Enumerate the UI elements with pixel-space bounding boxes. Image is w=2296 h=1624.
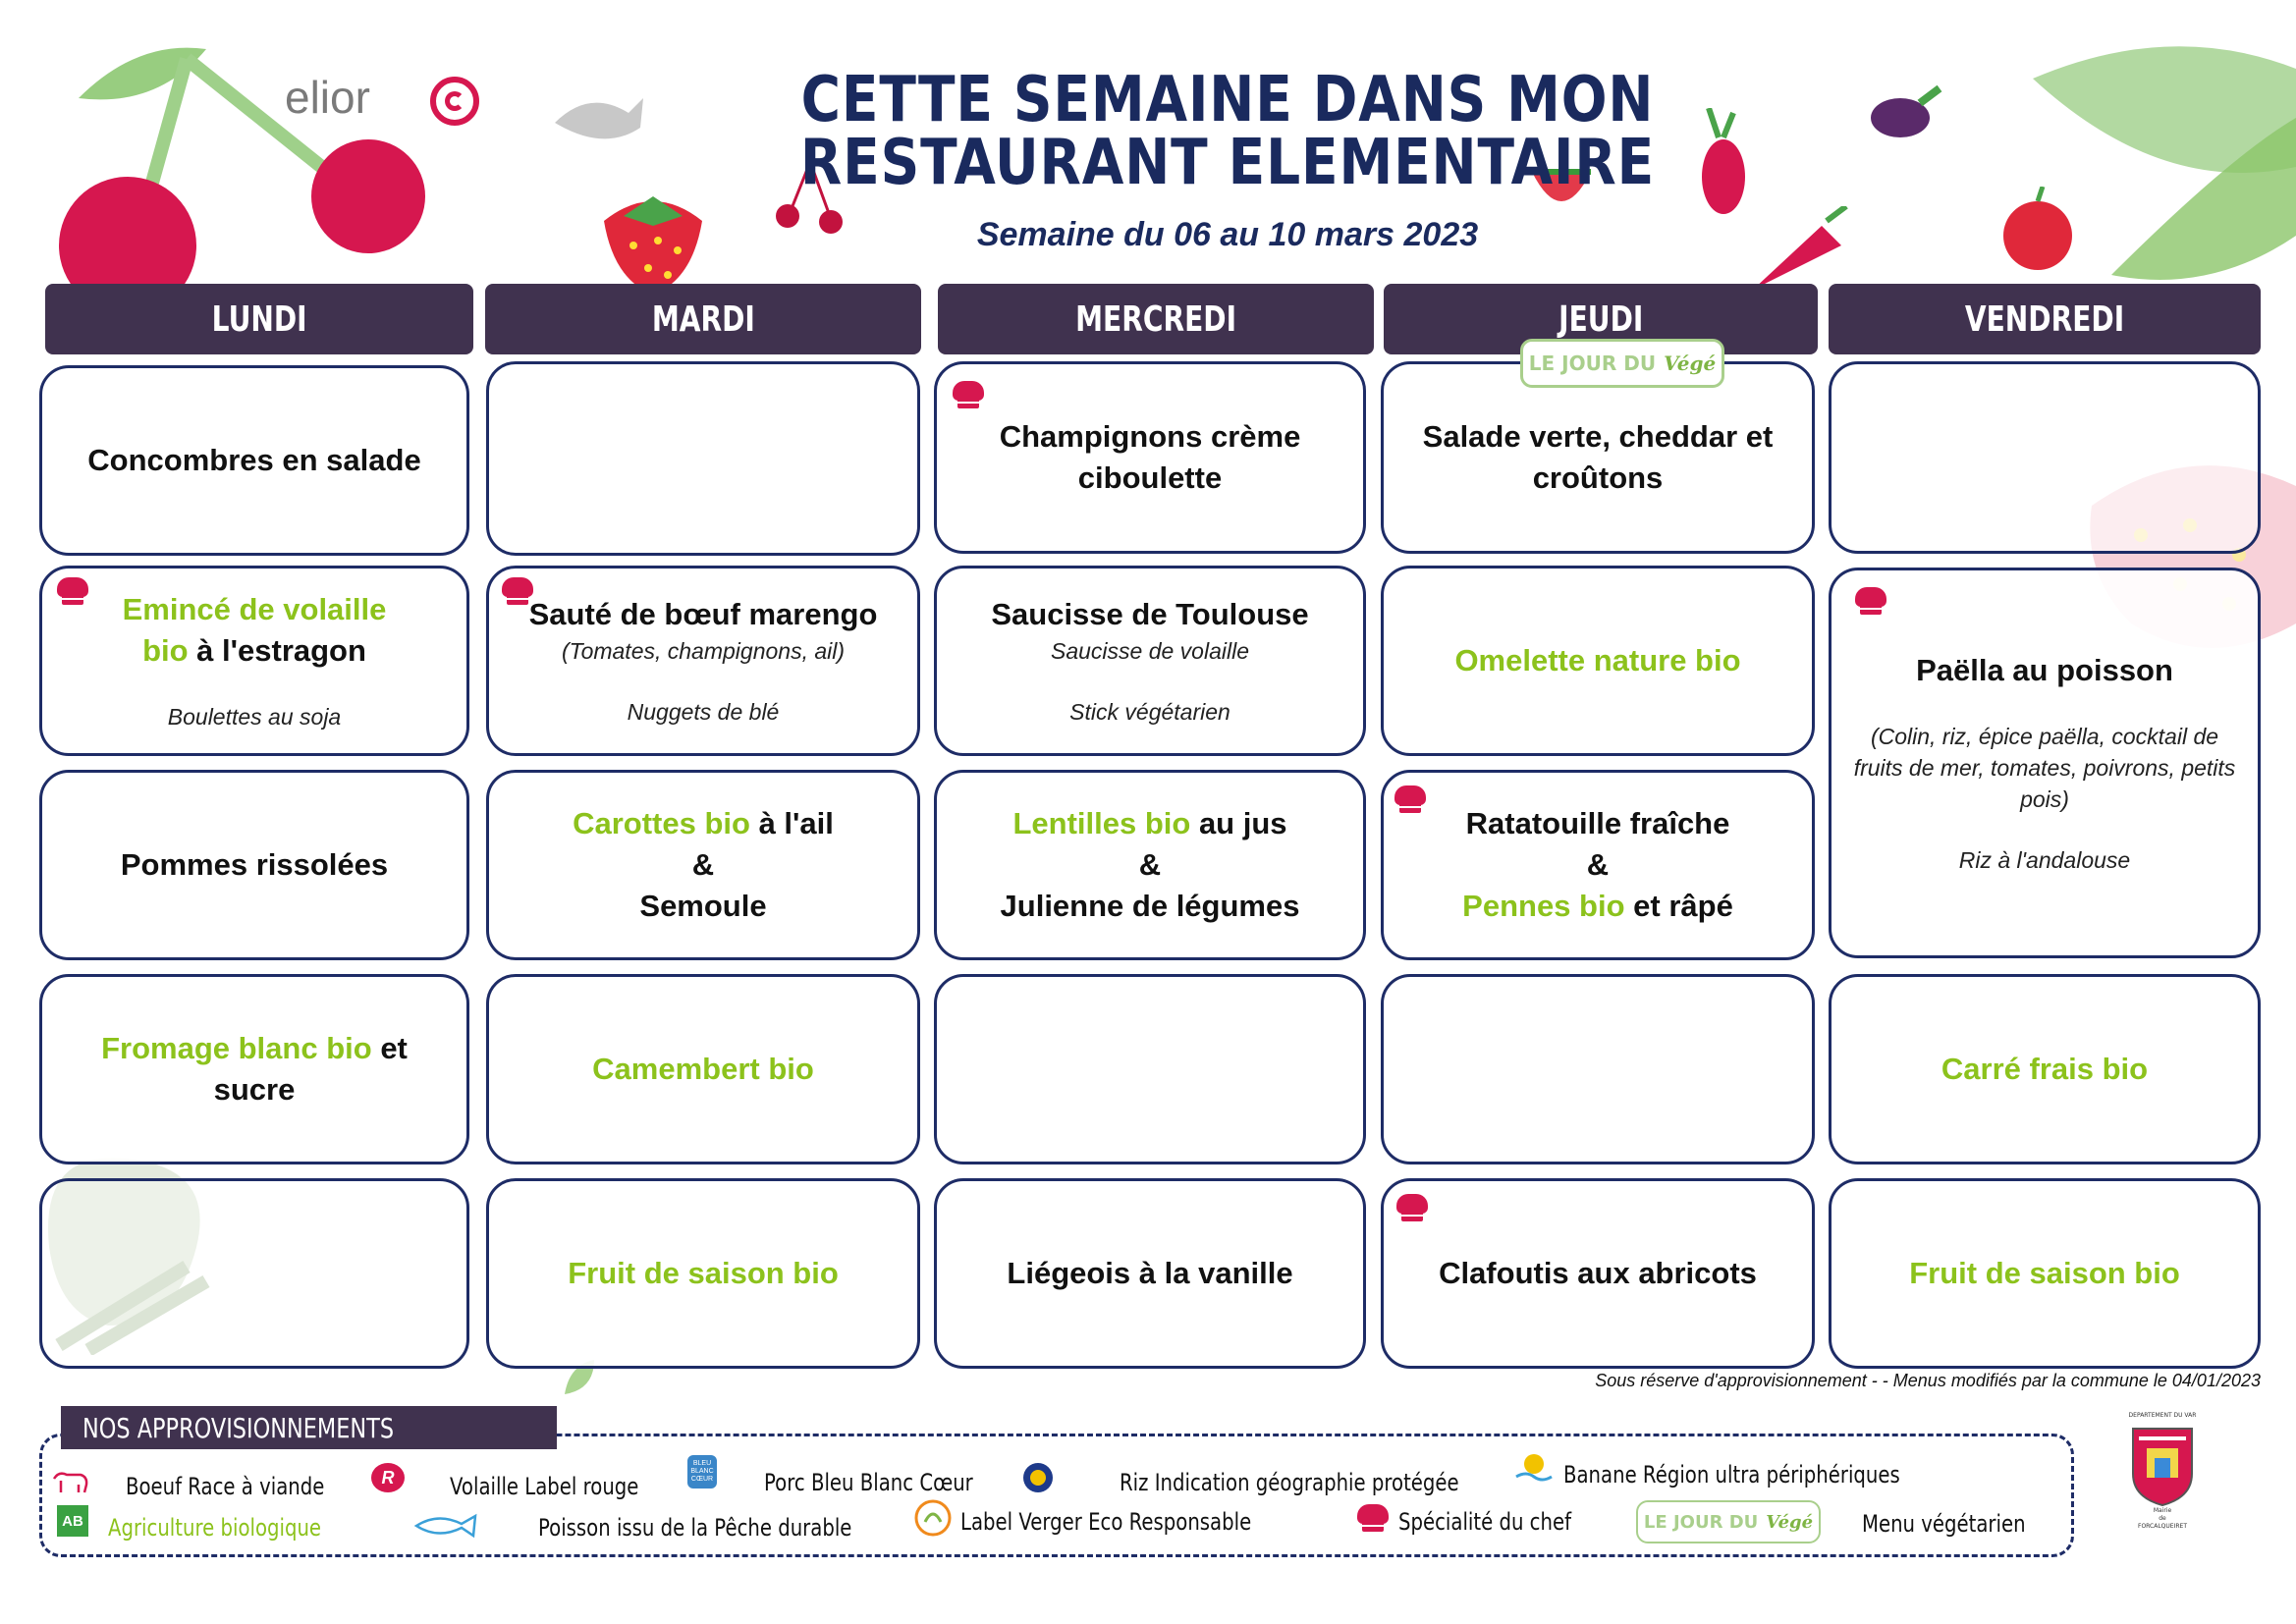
menu-cell-jeudi-dessert bbox=[1381, 1178, 1815, 1369]
day-header-mardi: MARDI bbox=[485, 284, 921, 354]
ab-organic-icon: AB bbox=[57, 1505, 88, 1537]
brand-logo-icon bbox=[430, 77, 479, 126]
dish-alternative: Boulettes au soja bbox=[167, 704, 342, 730]
dish-name: Concombres en salade bbox=[87, 443, 421, 477]
legend-title: NOS APPROVISIONNEMENTS bbox=[61, 1406, 557, 1449]
chef-hat-icon bbox=[1394, 785, 1426, 815]
dish-name: Saucisse de Toulouse bbox=[991, 597, 1309, 631]
menu-cell-mardi-laitage bbox=[486, 974, 920, 1164]
menu-cell-lundi-accompagnement bbox=[39, 770, 469, 960]
menu-cell-vendredi-entree bbox=[1829, 361, 2261, 554]
page-title-line1: CETTE SEMAINE DANS MON bbox=[800, 64, 1655, 136]
dish-name-line2: sucre bbox=[213, 1072, 296, 1107]
dish-name: Liégeois à la vanille bbox=[1007, 1256, 1293, 1290]
dish-name: Carottes bio à l'ail bbox=[573, 806, 834, 840]
legend-label-bio: Agriculture biologique bbox=[108, 1514, 322, 1542]
crest-line1: Mairie bbox=[2153, 1507, 2172, 1514]
eggplant-illustration bbox=[1866, 79, 1944, 147]
menu-cell-vendredi-dessert bbox=[1829, 1178, 2261, 1369]
chef-hat-icon bbox=[1855, 587, 1886, 617]
dish-name-line2: Semoule bbox=[639, 889, 767, 923]
dish-separator: & bbox=[1138, 847, 1162, 882]
veggie-badge-script: Végé bbox=[1664, 352, 1717, 375]
menu-cell-jeudi-plat bbox=[1381, 566, 1815, 756]
dish-name: Fromage blanc bio et bbox=[101, 1031, 408, 1065]
menu-cell-mardi-dessert bbox=[486, 1178, 920, 1369]
dish-detail: (Tomates, champignons, ail) bbox=[561, 638, 846, 664]
menu-cell-mardi-plat bbox=[486, 566, 920, 756]
chef-hat-icon bbox=[1357, 1504, 1389, 1534]
legend-label-volaille: Volaille Label rouge bbox=[450, 1473, 639, 1500]
dish-name: Camembert bio bbox=[592, 1052, 814, 1086]
dish-alternative: Nuggets de blé bbox=[627, 699, 780, 725]
dish-name-line2: bio à l'estragon bbox=[142, 633, 366, 668]
dish-name: Champignons crème bbox=[999, 419, 1301, 454]
legend-label-vege: Menu végétarien bbox=[1862, 1510, 2026, 1538]
brand-logo-text: elior bbox=[285, 72, 370, 123]
dish-name-line2: Pennes bio et râpé bbox=[1462, 889, 1733, 923]
menu-cell-mercredi-plat bbox=[934, 566, 1366, 756]
menu-cell-lundi-plat bbox=[39, 566, 469, 756]
dish-separator: & bbox=[1586, 847, 1610, 882]
dish-name: Ratatouille fraîche bbox=[1465, 806, 1730, 840]
menu-cell-vendredi-laitage bbox=[1829, 974, 2261, 1164]
footnote: Sous réserve d'approvisionnement - - Menus modifiés par la commune le 04/01/2023 bbox=[1595, 1371, 2261, 1390]
label-rouge-icon: R bbox=[371, 1463, 405, 1492]
legend-label-riz: Riz Indication géographie protégée bbox=[1120, 1469, 1459, 1496]
dish-name: Sauté de bœuf marengo bbox=[528, 597, 878, 631]
dish-name: Lentilles bio au jus bbox=[1012, 806, 1287, 840]
crest-top-text: DEPARTEMENT DU VAR bbox=[2128, 1412, 2197, 1419]
dish-name: Carré frais bio bbox=[1941, 1052, 2149, 1086]
carrot-illustration bbox=[1743, 206, 1851, 295]
menu-cell-lundi-entree bbox=[39, 365, 469, 556]
dish-detail: Saucisse de volaille bbox=[1050, 638, 1249, 664]
municipal-crest bbox=[2127, 1412, 2198, 1549]
chef-hat-icon bbox=[57, 577, 88, 607]
menu-cell-lundi-laitage bbox=[39, 974, 469, 1164]
banana-region-icon bbox=[1514, 1451, 1554, 1487]
menu-cell-mercredi-dessert bbox=[934, 1178, 1366, 1369]
menu-cell-jeudi-entree bbox=[1381, 361, 1815, 554]
dish-name: Salade verte, cheddar et bbox=[1422, 419, 1774, 454]
menu-cell-jeudi-accompagnement bbox=[1381, 770, 1815, 960]
radish-illustration bbox=[1689, 108, 1758, 216]
fish-illustration bbox=[550, 83, 648, 152]
day-header-jeudi: JEUDI bbox=[1384, 284, 1818, 354]
day-header-vendredi: VENDREDI bbox=[1829, 284, 2261, 354]
bleu-blanc-coeur-icon: BLEU BLANC CŒUR bbox=[687, 1455, 717, 1489]
menu-cell-mardi-entree bbox=[486, 361, 920, 556]
dish-name: Clafoutis aux abricots bbox=[1439, 1256, 1757, 1290]
crest-line2: de bbox=[2159, 1515, 2166, 1522]
chef-hat-icon bbox=[502, 577, 533, 607]
veggie-day-badge-legend bbox=[1636, 1500, 1821, 1543]
apple-illustration bbox=[1994, 187, 2082, 275]
veggie-day-badge bbox=[1520, 339, 1724, 388]
dish-name: Fruit de saison bio bbox=[568, 1256, 839, 1290]
chef-hat-icon bbox=[953, 381, 984, 410]
dish-name: Fruit de saison bio bbox=[1909, 1256, 2180, 1290]
menu-cell-mercredi-laitage bbox=[934, 974, 1366, 1164]
legend-label-porc: Porc Bleu Blanc Cœur bbox=[764, 1469, 973, 1496]
menu-cell-mardi-accompagnement bbox=[486, 770, 920, 960]
veggie-badge-script: Végé bbox=[1766, 1511, 1814, 1533]
week-subtitle: Semaine du 06 au 10 mars 2023 bbox=[976, 216, 1479, 253]
dish-name-line2: Julienne de légumes bbox=[1000, 889, 1300, 923]
dish-separator: & bbox=[691, 847, 715, 882]
veggie-badge-text: LE JOUR DU bbox=[1643, 1511, 1759, 1533]
dish-alternative: Riz à l'andalouse bbox=[1958, 847, 2131, 873]
dish-name: Omelette nature bio bbox=[1454, 643, 1741, 677]
dish-name: Emincé de volaille bbox=[122, 592, 387, 626]
menu-cell-mercredi-entree bbox=[934, 361, 1366, 554]
dish-detail: (Colin, riz, épice paëlla, cocktail de fruits de mer, tomates, poivrons, petits pois) bbox=[1853, 724, 2236, 812]
day-header-lundi: LUNDI bbox=[45, 284, 473, 354]
legend-label-boeuf: Boeuf Race à viande bbox=[126, 1473, 325, 1500]
dish-name-line2: ciboulette bbox=[1077, 460, 1223, 495]
fish-icon bbox=[412, 1512, 479, 1540]
menu-cell-mercredi-accompagnement bbox=[934, 770, 1366, 960]
dish-name: Pommes rissolées bbox=[120, 847, 389, 882]
day-header-mercredi: MERCREDI bbox=[938, 284, 1374, 354]
legend-label-verger: Label Verger Eco Responsable bbox=[960, 1508, 1252, 1536]
crest-shield-icon bbox=[2127, 1425, 2198, 1507]
crest-line3: FORCALQUEIRET bbox=[2138, 1523, 2187, 1530]
legend-label-banane: Banane Région ultra périphériques bbox=[1563, 1461, 1900, 1489]
igp-icon bbox=[1021, 1461, 1055, 1494]
verger-icon bbox=[913, 1498, 953, 1538]
page-title-line2: RESTAURANT ELEMENTAIRE bbox=[799, 127, 1656, 199]
cherry-illustration bbox=[39, 39, 452, 304]
dish-alternative: Stick végétarien bbox=[1069, 699, 1230, 725]
legend-label-chef: Spécialité du chef bbox=[1398, 1508, 1572, 1536]
dish-name: Paëlla au poisson bbox=[1916, 653, 2173, 687]
menu-cell-vendredi-plat bbox=[1829, 568, 2261, 958]
legend-label-peche: Poisson issu de la Pêche durable bbox=[538, 1514, 852, 1542]
chef-hat-icon bbox=[1396, 1194, 1428, 1223]
cow-icon bbox=[51, 1467, 90, 1496]
veggie-badge-text: LE JOUR DU bbox=[1528, 352, 1657, 375]
menu-cell-lundi-dessert bbox=[39, 1178, 469, 1369]
dish-name-line2: croûtons bbox=[1532, 460, 1664, 495]
menu-cell-jeudi-laitage bbox=[1381, 974, 1815, 1164]
